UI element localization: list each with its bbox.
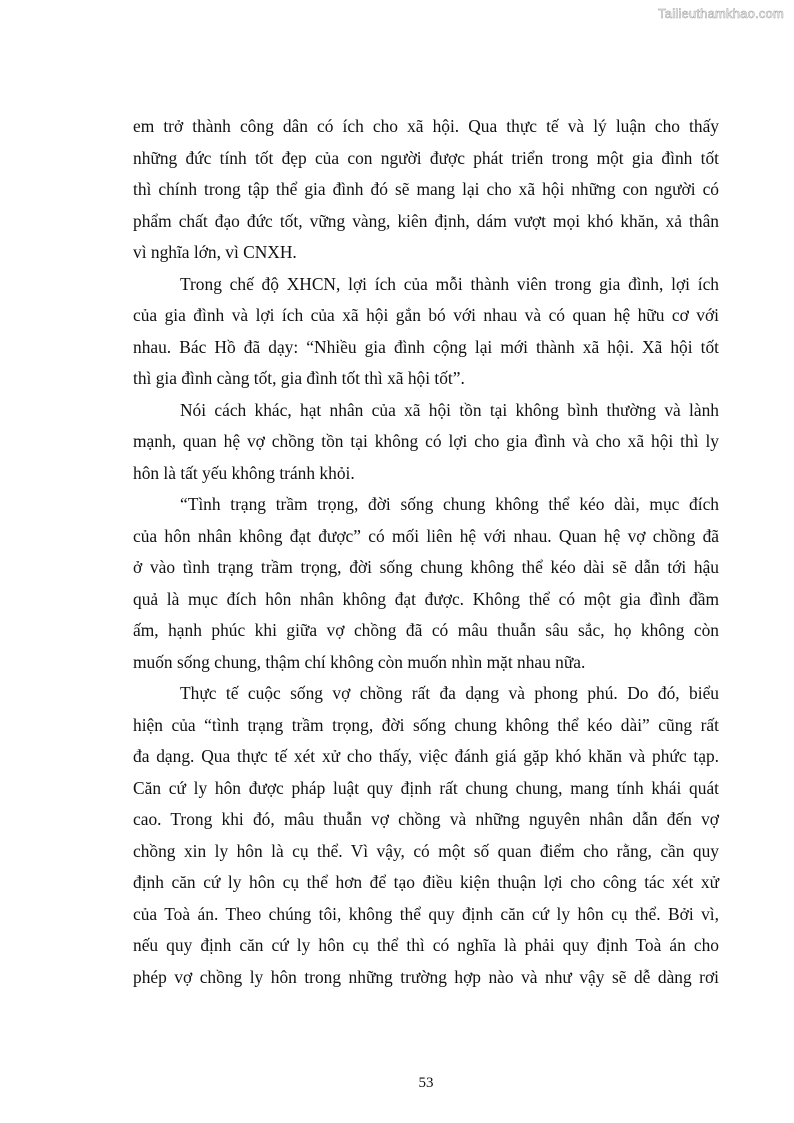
text-line: Thực tế cuộc sống vợ chồng rất đa dạng và phong phú. Do đó, biểu [180, 683, 719, 703]
text-line: những đức tính tốt đẹp của con người được phát triển trong một gia đình tốt [133, 147, 719, 168]
text-line: nếu quy định căn cứ ly hôn cụ thể thì có nghĩa là phải quy định Toà án cho [133, 935, 719, 955]
text-line: định căn cứ ly hôn cụ thể hơn để tạo điều kiện thuận lợi cho công tác xét xử [133, 872, 719, 892]
text-line: hôn là tất yếu không tránh khỏi. [133, 462, 355, 483]
page-number: 53 [418, 1075, 434, 1091]
text-line: mạnh, quan hệ vợ chồng tồn tại không có lợi cho gia đình và cho xã hội thì ly [133, 431, 719, 451]
watermark: Tailieuthamkhao.com [658, 6, 784, 21]
text-line: muốn sống chung, thậm chí không còn muốn nhìn mặt nhau nữa. [133, 651, 586, 672]
text-line: thì gia đình càng tốt, gia đình tốt thì xã hội tốt”. [133, 368, 465, 388]
text-line: của gia đình và lợi ích của xã hội gắn bó với nhau và có quan hệ hữu cơ với [133, 305, 719, 325]
paragraph [133, 269, 719, 395]
paragraph [133, 111, 719, 269]
text-line: hiện của “tình trạng trầm trọng, đời sống chung không thể kéo dài” cũng rất [133, 714, 719, 735]
text-line: nhau. Bác Hồ đã dạy: “Nhiều gia đình cộng lại mới thành xã hội. Xã hội tốt [133, 336, 719, 357]
text-line: vì nghĩa lớn, vì CNXH. [133, 242, 297, 262]
document-body [133, 111, 719, 993]
text-line: của hôn nhân không đạt được” có mối liên hệ với nhau. Quan hệ vợ chồng đã [133, 525, 719, 546]
text-line: cao. Trong khi đó, mâu thuẫn vợ chồng và những nguyên nhân dẫn đến vợ [133, 809, 719, 829]
paragraph [133, 489, 719, 678]
paragraph [133, 678, 719, 993]
text-line: “Tình trạng trầm trọng, đời sống chung không thể kéo dài, mục đích [180, 494, 719, 514]
text-line: Trong chế độ XHCN, lợi ích của mỗi thành viên trong gia đình, lợi ích [180, 273, 719, 294]
text-line: phẩm chất đạo đức tốt, vững vàng, kiên định, dám vượt mọi khó khăn, xả thân [133, 210, 719, 231]
text-line: phép vợ chồng ly hôn trong những trường hợp nào và như vậy sẽ dễ dàng rơi [133, 966, 719, 987]
text-line: chồng xin ly hôn là cụ thể. Vì vậy, có một số quan điểm cho rằng, cần quy [133, 840, 719, 861]
text-line: Nói cách khác, hạt nhân của xã hội tồn tại không bình thường và lành [180, 399, 719, 420]
text-line: Căn cứ ly hôn được pháp luật quy định rất chung chung, mang tính khái quát [133, 777, 719, 798]
text-line: ở vào tình trạng trầm trọng, đời sống chung không thể kéo dài sẽ dẫn tới hậu [133, 557, 719, 577]
text-line: đa dạng. Qua thực tế xét xử cho thấy, việc đánh giá gặp khó khăn và phức tạp. [133, 746, 719, 766]
text-line: thì chính trong tập thể gia đình đó sẽ mang lại cho xã hội những con người có [133, 179, 719, 199]
text-line: quả là mục đích hôn nhân không đạt được. Không thể có một gia đình đầm [133, 588, 719, 609]
text-line: em trở thành công dân có ích cho xã hội. Qua thực tế và lý luận cho thấy [133, 116, 719, 136]
paragraph [133, 395, 719, 490]
text-line: của Toà án. Theo chúng tôi, không thể quy định căn cứ ly hôn cụ thể. Bởi vì, [133, 903, 719, 924]
text-line: ấm, hạnh phúc khi giữa vợ chồng đã có mâu thuẫn sâu sắc, họ không còn [133, 620, 719, 640]
